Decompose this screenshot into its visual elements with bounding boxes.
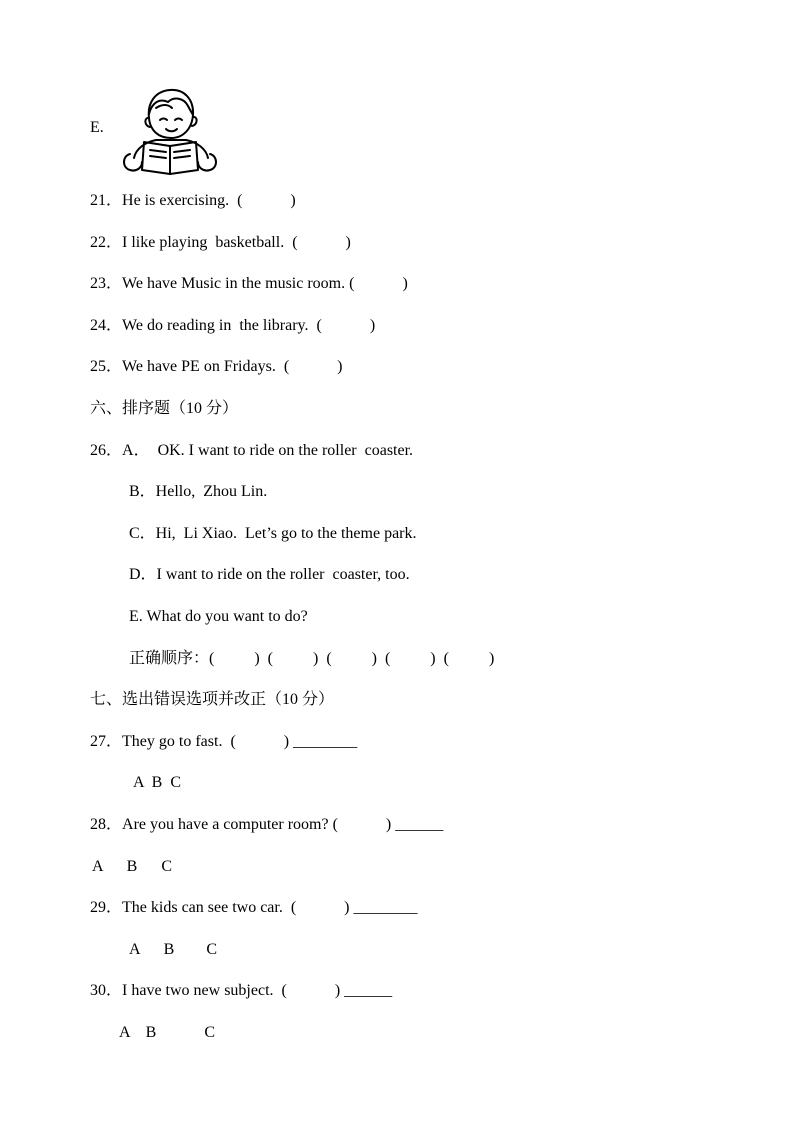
- question-number: 23．: [90, 275, 123, 292]
- question-30: [90, 981, 392, 1001]
- option-c: C．Hi, Li Xiao. Let’s go to the theme park.: [129, 525, 417, 542]
- question-number: 26．: [90, 442, 123, 459]
- boy-reading-book-icon: [116, 84, 224, 176]
- choice-letters-27: A B C: [133, 774, 182, 791]
- question-21: [90, 191, 296, 211]
- question-number: 25．: [90, 358, 123, 375]
- question-number: 21．: [90, 192, 123, 209]
- question-29: [90, 898, 418, 918]
- option-b: B．Hello, Zhou Lin.: [129, 483, 268, 500]
- question-27: [90, 732, 357, 752]
- picture-e-label: E.: [90, 119, 104, 136]
- choice-letters-30: A B C: [119, 1024, 216, 1041]
- question-text: Are you have a computer room? ( ) ______: [122, 816, 444, 833]
- question-number: 30．: [90, 982, 123, 999]
- section-7-heading: 七、选出错误选项并改正（10 分）: [90, 691, 335, 708]
- question-25: [90, 357, 342, 377]
- choice-letters-29: A B C: [129, 941, 218, 958]
- question-number: 22．: [90, 234, 123, 251]
- question-22: [90, 233, 351, 253]
- question-text: We do reading in the library. ( ): [122, 317, 376, 334]
- answer-order-line: 正确顺序：( ) ( ) ( ) ( ) ( ): [129, 650, 495, 667]
- question-28: [90, 815, 443, 835]
- option-e: E. What do you want to do?: [129, 608, 308, 625]
- question-text: I have two new subject. ( ) ______: [122, 982, 393, 999]
- section-6-heading: 六、排序题（10 分）: [90, 400, 239, 417]
- question-text: The kids can see two car. ( ) ________: [122, 899, 418, 916]
- option-a: A． OK. I want to ride on the roller coaster.: [122, 442, 414, 459]
- question-text: He is exercising. ( ): [122, 192, 296, 209]
- question-text: They go to fast. ( ) ________: [122, 733, 358, 750]
- question-24: [90, 316, 375, 336]
- question-number: 28．: [90, 816, 123, 833]
- choice-letters-28: A B C: [92, 858, 173, 875]
- question-23: [90, 274, 408, 294]
- option-d: D．I want to ride on the roller coaster, too.: [129, 566, 410, 583]
- question-text: We have PE on Fridays. ( ): [122, 358, 343, 375]
- question-26: [90, 441, 413, 461]
- question-text: I like playing basketball. ( ): [122, 234, 351, 251]
- question-number: 29．: [90, 899, 123, 916]
- question-number: 24．: [90, 317, 123, 334]
- question-number: 27．: [90, 733, 123, 750]
- question-text: We have Music in the music room. ( ): [122, 275, 408, 292]
